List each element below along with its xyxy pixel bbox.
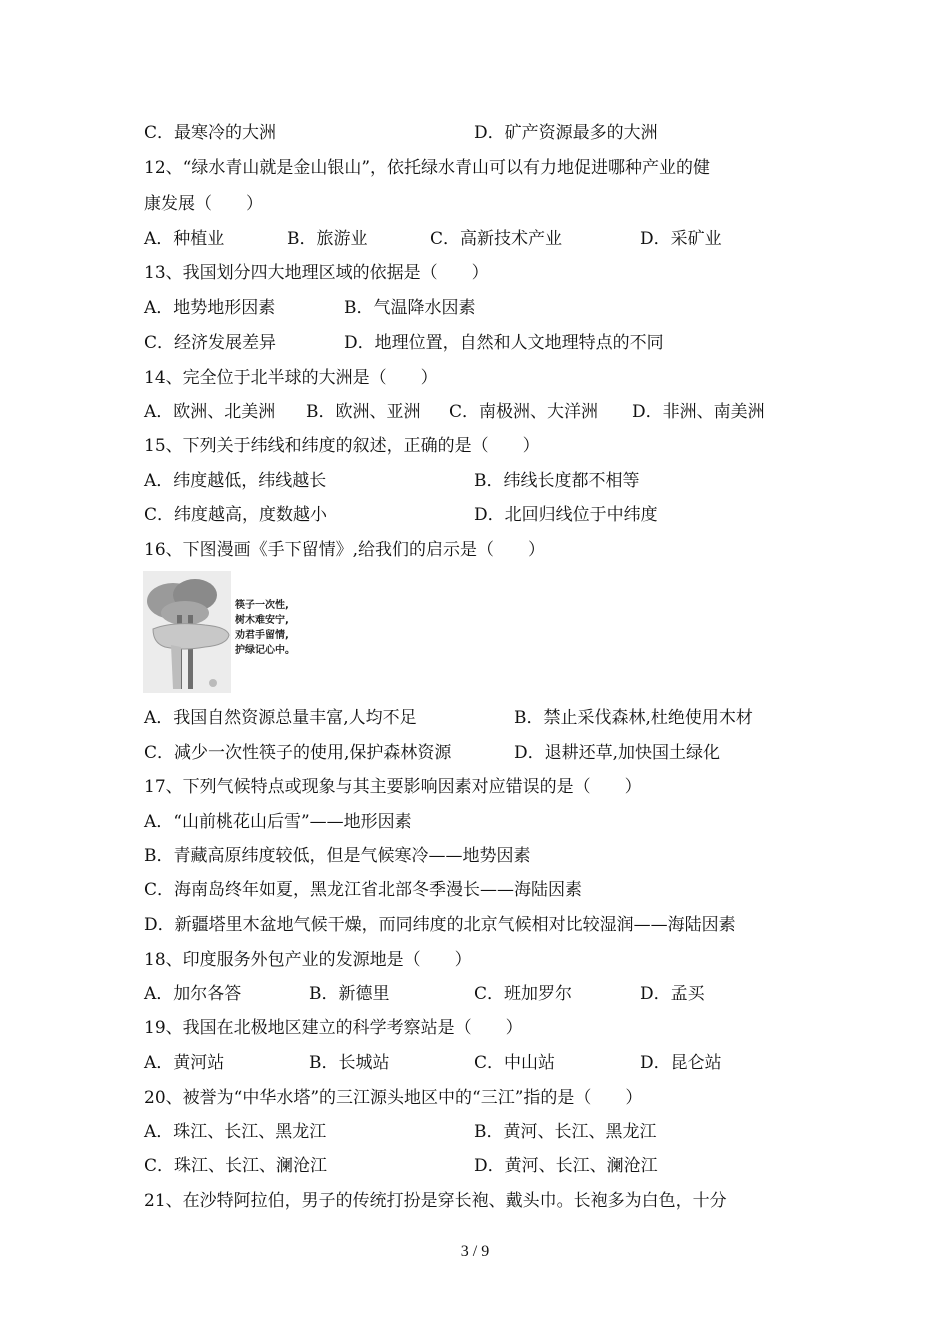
q15-option-c: C．纬度越高，度数越小 (144, 505, 328, 525)
q21-stem: 21、在沙特阿拉伯，男子的传统打扮是穿长袍、戴头巾。长袍多为白色，十分 (144, 1191, 727, 1211)
q13-option-c: C．经济发展差异 (144, 333, 277, 353)
q16-stem: 16、下图漫画《手下留情》,给我们的启示是（ ） (144, 540, 546, 560)
q18-option-c: C．班加罗尔 (474, 984, 573, 1004)
q18-option-d: D．孟买 (640, 984, 705, 1004)
q12-option-c: C．高新技术产业 (430, 229, 563, 249)
q17-option-d: D．新疆塔里木盆地气候干燥，而同纬度的北京气候相对比较湿润——海陆因素 (144, 915, 736, 935)
q14-stem: 14、完全位于北半球的大洲是（ ） (144, 368, 438, 388)
q15-option-d: D．北回归线位于中纬度 (474, 505, 658, 525)
q11-option-d: D．矿产资源最多的大洲 (474, 123, 658, 143)
q18-option-b: B．新德里 (309, 984, 390, 1004)
q20-option-b: B．黄河、长江、黑龙江 (474, 1122, 657, 1142)
figure-caption-line3: 劝君手留情, (235, 630, 289, 641)
q16-option-d: D．退耕还草,加快国土绿化 (514, 743, 721, 763)
q13-stem: 13、我国划分四大地理区域的依据是（ ） (144, 263, 489, 283)
q13-option-b: B．气温降水因素 (344, 298, 476, 318)
q15-option-a: A．纬度越低，纬线越长 (144, 471, 327, 491)
q17-stem: 17、下列气候特点或现象与其主要影响因素对应错误的是（ ） (144, 777, 642, 797)
q20-option-c: C．珠江、长江、澜沧江 (144, 1156, 328, 1176)
q14-option-c: C．南极洲、大洋洲 (449, 402, 599, 422)
figure-caption-line2: 树木难安宁, (235, 615, 289, 626)
q14-option-b: B．欧洲、亚洲 (306, 402, 421, 422)
q20-option-a: A．珠江、长江、黑龙江 (144, 1122, 327, 1142)
figure-caption-line1: 筷子一次性, (235, 600, 289, 611)
q16-option-b: B．禁止采伐森林,杜绝使用木材 (514, 708, 753, 728)
q12-stem-line2: 康发展（ ） (144, 194, 263, 214)
q19-option-a: A．黄河站 (144, 1053, 225, 1073)
q16-option-c: C．减少一次性筷子的使用,保护森林资源 (144, 743, 452, 763)
q12-option-d: D．采矿业 (640, 229, 722, 249)
q17-option-b: B．青藏高原纬度较低，但是气候寒冷——地势因素 (144, 846, 531, 866)
q19-option-b: B．长城站 (309, 1053, 390, 1073)
q19-stem: 19、我国在北极地区建立的科学考察站是（ ） (144, 1018, 523, 1038)
q18-option-a: A．加尔各答 (144, 984, 242, 1004)
page-number: 3 / 9 (460, 1243, 490, 1260)
q18-stem: 18、印度服务外包产业的发源地是（ ） (144, 950, 472, 970)
q15-stem: 15、下列关于纬线和纬度的叙述，正确的是（ ） (144, 436, 540, 456)
q16-option-a: A．我国自然资源总量丰富,人均不足 (144, 708, 417, 728)
cartoon-figure (143, 571, 306, 693)
q12-stem-line1: 12、“绿水青山就是金山银山”，依托绿水青山可以有力地促进哪种产业的健 (144, 158, 711, 178)
q12-option-b: B．旅游业 (287, 229, 368, 249)
q20-option-d: D．黄河、长江、澜沧江 (474, 1156, 658, 1176)
q15-option-b: B．纬线长度都不相等 (474, 471, 640, 491)
q14-option-a: A．欧洲、北美洲 (144, 402, 276, 422)
q19-option-c: C．中山站 (474, 1053, 556, 1073)
q12-option-a: A．种植业 (144, 229, 225, 249)
q13-option-a: A．地势地形因素 (144, 298, 276, 318)
q19-option-d: D．昆仑站 (640, 1053, 722, 1073)
q14-option-d: D．非洲、南美洲 (632, 402, 765, 422)
figure-caption-line4: 护绿记心中。 (235, 645, 295, 656)
cartoon-hand-chopsticks-tree (143, 571, 306, 693)
q11-option-c: C．最寒冷的大洲 (144, 123, 277, 143)
q13-option-d: D．地理位置，自然和人文地理特点的不同 (344, 333, 664, 353)
q17-option-c: C．海南岛终年如夏，黑龙江省北部冬季漫长——海陆因素 (144, 880, 583, 900)
q17-option-a: A．“山前桃花山后雪”——地形因素 (144, 812, 412, 832)
q20-stem: 20、被誉为“中华水塔”的三江源头地区中的“三江”指的是（ ） (144, 1088, 643, 1108)
